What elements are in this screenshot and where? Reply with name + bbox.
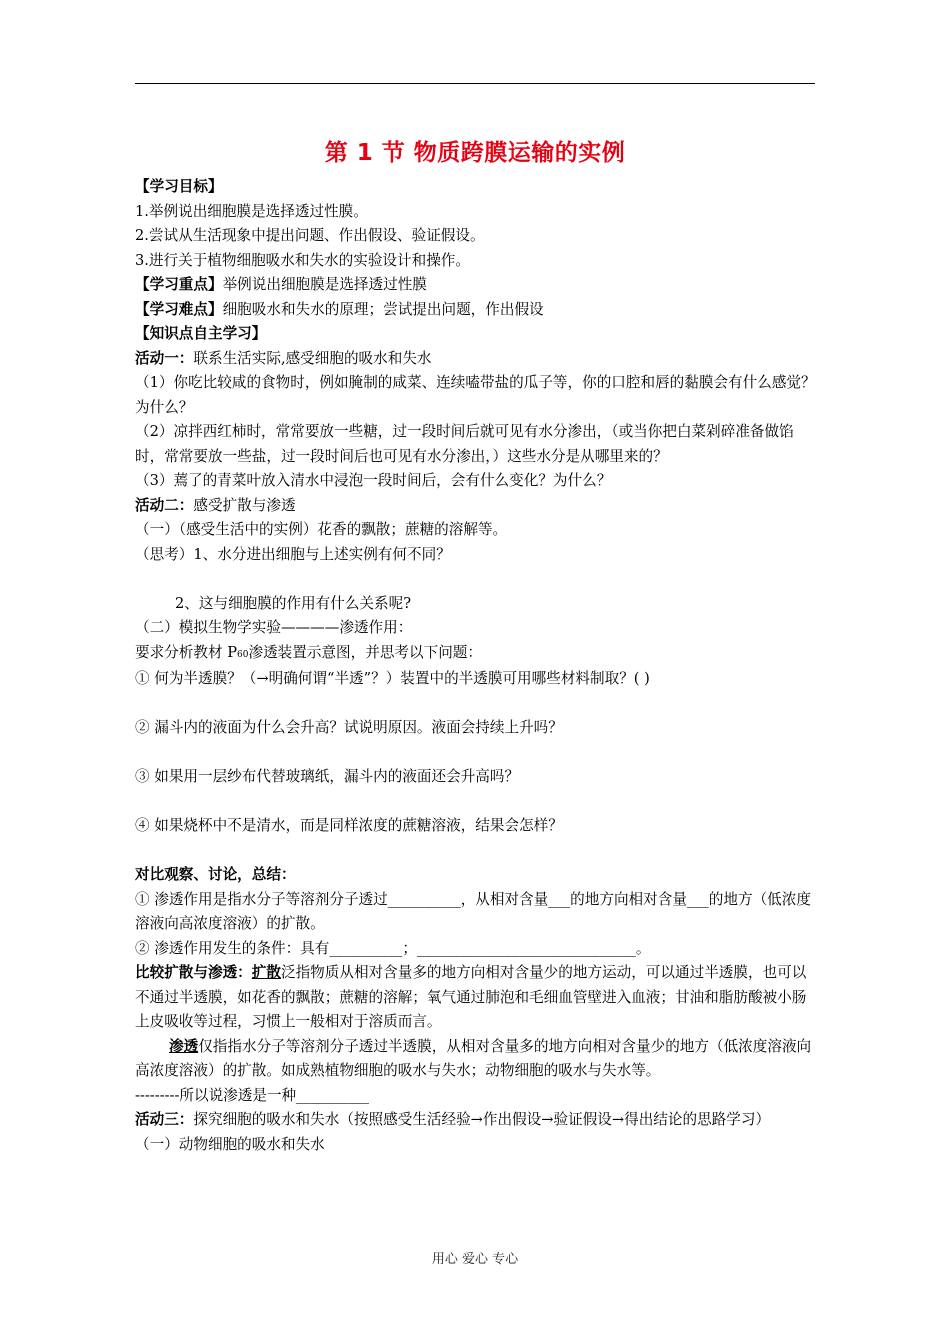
- activity-3-label: 活动三：: [135, 1111, 194, 1128]
- requirement-text: 要求分析教材 P: [135, 643, 238, 661]
- activity-3-part-1: （一）动物细胞的吸水和失水: [135, 1135, 325, 1153]
- activity-2-part-1: （一）（感受生活中的实例）花香的飘散；蔗糖的溶解等。: [135, 521, 508, 538]
- activity-1-line: [135, 347, 817, 372]
- difficulty-text: 细胞吸水和失水的原理；尝试提出问题，作出假设: [222, 300, 544, 318]
- question-c: ③ 如果用一层纱布代替玻璃纸，漏斗内的液面还会升高吗？: [135, 768, 520, 785]
- difficulty-line: [135, 298, 817, 323]
- activity-2-think-2: 2、这与细胞膜的作用有什么关系呢?: [175, 594, 412, 612]
- activity-2-text: 感受扩散与渗透: [193, 496, 296, 514]
- activity-2-requirement: [135, 641, 817, 668]
- goal-item: 3.进行关于植物细胞吸水和失水的实验设计和操作。: [135, 251, 470, 269]
- blank-gap: [135, 567, 817, 592]
- activity-2-think-1: （思考）1、水分进出细胞与上述实例有何不同？: [135, 545, 451, 563]
- page-subscript: 60: [237, 649, 249, 660]
- activity-3-line: [135, 1108, 817, 1133]
- header-rule: [135, 83, 815, 84]
- focus-text: 举例说出细胞膜是选择透过性膜: [222, 276, 427, 293]
- goal-heading: 【学习目标】: [135, 178, 223, 195]
- blank-gap: [135, 741, 817, 766]
- document-body: [135, 175, 817, 1157]
- goal-item: 2.尝试从生活现象中提出问题、作出假设、验证假设。: [135, 227, 485, 244]
- activity-1-text: 联系生活实际,感受细胞的吸水和失水: [193, 349, 432, 367]
- osmosis-paragraph: [135, 1035, 817, 1084]
- blank-gap: [135, 692, 817, 717]
- difficulty-label: 【学习难点】: [135, 300, 223, 318]
- blank-gap: [135, 790, 817, 815]
- compare-label: 比较扩散与渗透：: [135, 964, 252, 981]
- question-d: ④ 如果烧杯中不是清水，而是同样浓度的蔗糖溶液，结果会怎样？: [135, 817, 563, 834]
- activity-3-text: 探究细胞的吸水和失水（按照感受生活经验→作出假设→验证假设→得出结论的思路学习）: [193, 1111, 771, 1128]
- osmosis-text: 仅指指水分子等溶剂分子透过半透膜，从相对含量多的地方向相对含量少的地方（低浓度溶液向高浓度溶液）的扩散。如成熟植物细胞的吸水与失水；动物细胞的吸水与失水等。: [135, 1037, 812, 1079]
- focus-line: [135, 273, 817, 298]
- requirement-text-cont: 渗透装置示意图，并思考以下问题：: [248, 643, 482, 661]
- activity-2-part-2: （二）模拟生物学实验————渗透作用：: [135, 619, 413, 636]
- page-footer: 用心 爱心 专心: [431, 1252, 519, 1267]
- summary-item-2: ② 渗透作用发生的条件：具有__________；______________________________。: [135, 939, 651, 957]
- self-study-heading: 【知识点自主学习】: [135, 325, 267, 342]
- activity-1-question-3: （3）蔫了的青菜叶放入清水中浸泡一段时间后，会有什么变化？为什么？: [135, 472, 612, 489]
- activity-1-question-1: （1）你吃比较咸的食物时，例如腌制的咸菜、连续嗑带盐的瓜子等，你的口腔和唇的黏膜会有什么感觉？为什么？: [135, 374, 816, 416]
- summary-heading: 对比观察、讨论，总结：: [135, 866, 296, 883]
- osmosis-term: 渗透: [169, 1037, 199, 1055]
- diffusion-text: 泛指物质从相对含量多的地方向相对含量少的地方运动，可以通过半透膜，也可以不通过半透膜，如花香的飘散；蔗糖的溶解；氧气通过肺泡和毛细血管壁进入血液；甘油和脂肪酸被小肠上皮吸收等过程，习惯上一般相对于溶质而言。: [135, 964, 807, 1030]
- goal-item: 1.举例说出细胞膜是选择透过性膜。: [135, 202, 368, 220]
- diffusion-paragraph: [135, 961, 817, 1035]
- focus-label: 【学习重点】: [135, 276, 223, 293]
- blank-gap: [135, 839, 817, 864]
- activity-1-label: 活动一：: [135, 349, 194, 367]
- diffusion-term: 扩散: [251, 964, 281, 981]
- activity-2-label: 活动二：: [135, 496, 194, 514]
- so-line: ---------所以说渗透是一种__________: [135, 1086, 370, 1104]
- summary-item-1: ① 渗透作用是指水分子等溶剂分子透过__________，从相对含量___的地方向相对含量___的地方（低浓度溶液向高浓度溶液）的扩散。: [135, 890, 811, 932]
- document-title: 第 1 节 物质跨膜运输的实例: [324, 140, 626, 166]
- activity-2-line: [135, 494, 817, 519]
- question-a: ① 何为半透膜？（→明确何谓“半透”？）装置中的半透膜可用哪些材料制取？( ): [135, 670, 650, 687]
- question-b: ② 漏斗内的液面为什么会升高？试说明原因。液面会持续上升吗？: [135, 719, 563, 736]
- activity-1-question-2: （2）凉拌西红柿时，常常要放一些糖，过一段时间后就可见有水分渗出，（或当你把白菜剁碎准备做馅时，常常要放一些盐，过一段时间后也可见有水分渗出，）这些水分是从哪里来的？: [135, 423, 794, 465]
